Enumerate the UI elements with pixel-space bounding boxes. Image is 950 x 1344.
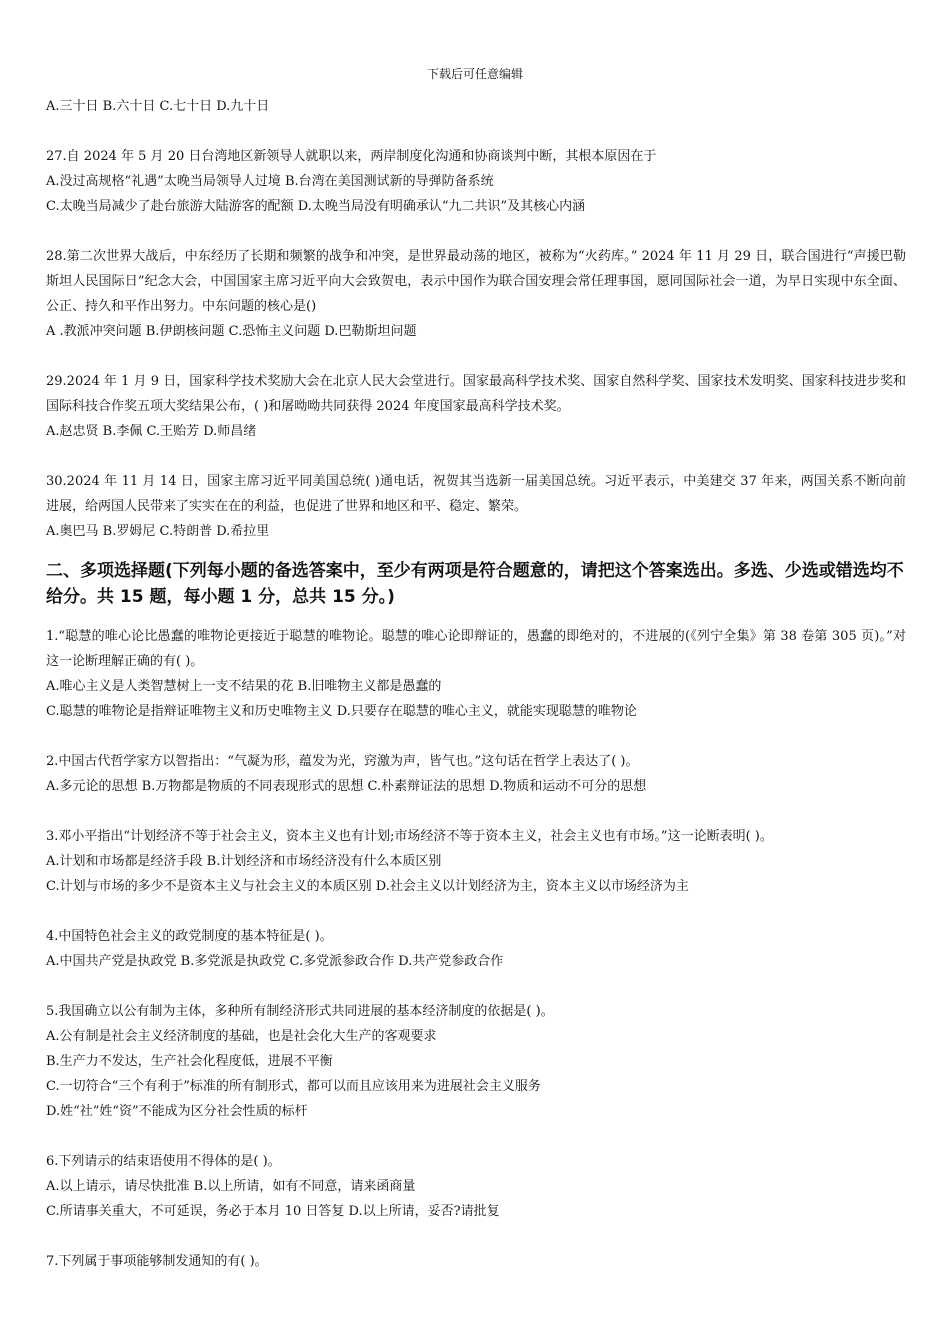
m6-options-2: C.所请事关重大，不可延误，务必于本月 10 日答复 D.以上所请，妥否?请批复	[46, 1204, 500, 1219]
m3-options-2: C.计划与市场的多少不是资本主义与社会主义的本质区别 D.社会主义以计划经济为主，资本主义以市场经济为主	[46, 879, 689, 894]
m5-option-b: B.生产力不发达，生产社会化程度低，进展不平衡	[46, 1054, 333, 1069]
q28-stem: 28.第二次世界大战后，中东经历了长期和频繁的战争和冲突，是世界最动荡的地区，被称为“火药库。” 2024 年 11 月 29 日，联合国进行“声援巴勒斯坦人民国际日”纪念大会，中国国家主席习近平向大会致贺电，表示中国作为联合国安理会常任理事国，愿同国际社会一道，为早日实现中东全面、公正、持久和平作出努力。中东问题的核心是()	[46, 249, 906, 314]
m4-options: A.中国共产党是执政党 B.多党派是执政党 C.多党派参政合作 D.共产党参政合作	[46, 954, 504, 969]
page-header: 下载后可任意编辑	[426, 67, 523, 81]
q26-options: A.三十日 B.六十日 C.七十日 D.九十日	[46, 99, 270, 114]
m1-stem: 1.“聪慧的唯心论比愚蠢的唯物论更接近于聪慧的唯物论。聪慧的唯心论即辩证的，愚蠢的即绝对的，不进展的(《列宁全集》第 38 卷第 305 页)。”对这一论断理解正确的有( )。	[46, 629, 906, 669]
q30-options: A.奥巴马 B.罗姆尼 C.特朗普 D.希拉里	[46, 524, 270, 539]
m5-stem: 5.我国确立以公有制为主体，多种所有制经济形式共同进展的基本经济制度的依据是( )。	[46, 1004, 554, 1019]
q30-stem: 30.2024 年 11 月 14 日，国家主席习近平同美国总统( )通电话，祝贺其当选新一届美国总统。习近平表示，中美建交 37 年来，两国关系不断向前进展，给两国人民带来了实实在在的利益，也促进了世界和地区和平、稳定、繁荣。	[46, 474, 906, 514]
q29-options: A.赵忠贤 B.李佩 C.王贻芳 D.师昌绪	[46, 424, 257, 439]
document-body	[46, 94, 906, 1274]
m2-stem: 2.中国古代哲学家方以智指出：“气凝为形，蕴发为光，窍激为声，皆气也。”这句话在哲学上表达了( )。	[46, 754, 639, 769]
m1-options-2: C.聪慧的唯物论是指辩证唯物主义和历史唯物主义 D.只要存在聪慧的唯心主义，就能实现聪慧的唯物论	[46, 704, 637, 719]
m5-option-a: A.公有制是社会主义经济制度的基础，也是社会化大生产的客观要求	[46, 1029, 437, 1044]
m5-option-d: D.姓“社”姓“资”不能成为区分社会性质的标杆	[46, 1104, 308, 1119]
m7-stem: 7.下列属于事项能够制发通知的有( )。	[46, 1254, 268, 1269]
m2-options: A.多元论的思想 B.万物都是物质的不同表现形式的思想 C.朴素辩证法的思想 D.物质和运动不可分的思想	[46, 779, 647, 794]
q29-stem: 29.2024 年 1 月 9 日，国家科学技术奖励大会在北京人民大会堂进行。国家最高科学技术奖、国家自然科学奖、国家技术发明奖、国家科技进步奖和国际科技合作奖五项大奖结果公布，( )和屠呦呦共同获得 2024 年度国家最高科学技术奖。	[46, 374, 906, 414]
m5-option-c: C.一切符合“三个有利于”标准的所有制形式，都可以而且应该用来为进展社会主义服务	[46, 1079, 541, 1094]
m6-stem: 6.下列请示的结束语使用不得体的是( )。	[46, 1154, 281, 1169]
m1-options-1: A.唯心主义是人类智慧树上一支不结果的花 B.旧唯物主义都是愚蠢的	[46, 679, 442, 694]
m3-options-1: A.计划和市场都是经济手段 B.计划经济和市场经济没有什么本质区别	[46, 854, 442, 869]
m3-stem: 3.邓小平指出“计划经济不等于社会主义，资本主义也有计划;市场经济不等于资本主义，社会主义也有市场。”这一论断表明( )。	[46, 829, 773, 844]
q27-options-2: C.太晚当局减少了赴台旅游大陆游客的配额 D.太晚当局没有明确承认“九二共识”及其核心内涵	[46, 199, 586, 214]
section-2-title: 二、多项选择题(下列每小题的备选答案中，至少有两项是符合题意的，请把这个答案选出。多选、少选或错选均不给分。共 15 题，每小题 1 分，总共 15 分。)	[46, 561, 904, 607]
m6-options-1: A.以上请示，请尽快批准 B.以上所请，如有不同意，请来函商量	[46, 1179, 416, 1194]
q27-stem: 27.自 2024 年 5 月 20 日台湾地区新领导人就职以来，两岸制度化沟通和协商谈判中断，其根本原因在于	[46, 149, 657, 164]
q28-options: A .教派冲突问题 B.伊朗核问题 C.恐怖主义问题 D.巴勒斯坦问题	[46, 324, 417, 339]
m4-stem: 4.中国特色社会主义的政党制度的基本特征是( )。	[46, 929, 333, 944]
q27-options-1: A.没过高规格“礼遇”太晚当局领导人过境 B.台湾在美国测试新的导弹防备系统	[46, 174, 494, 189]
